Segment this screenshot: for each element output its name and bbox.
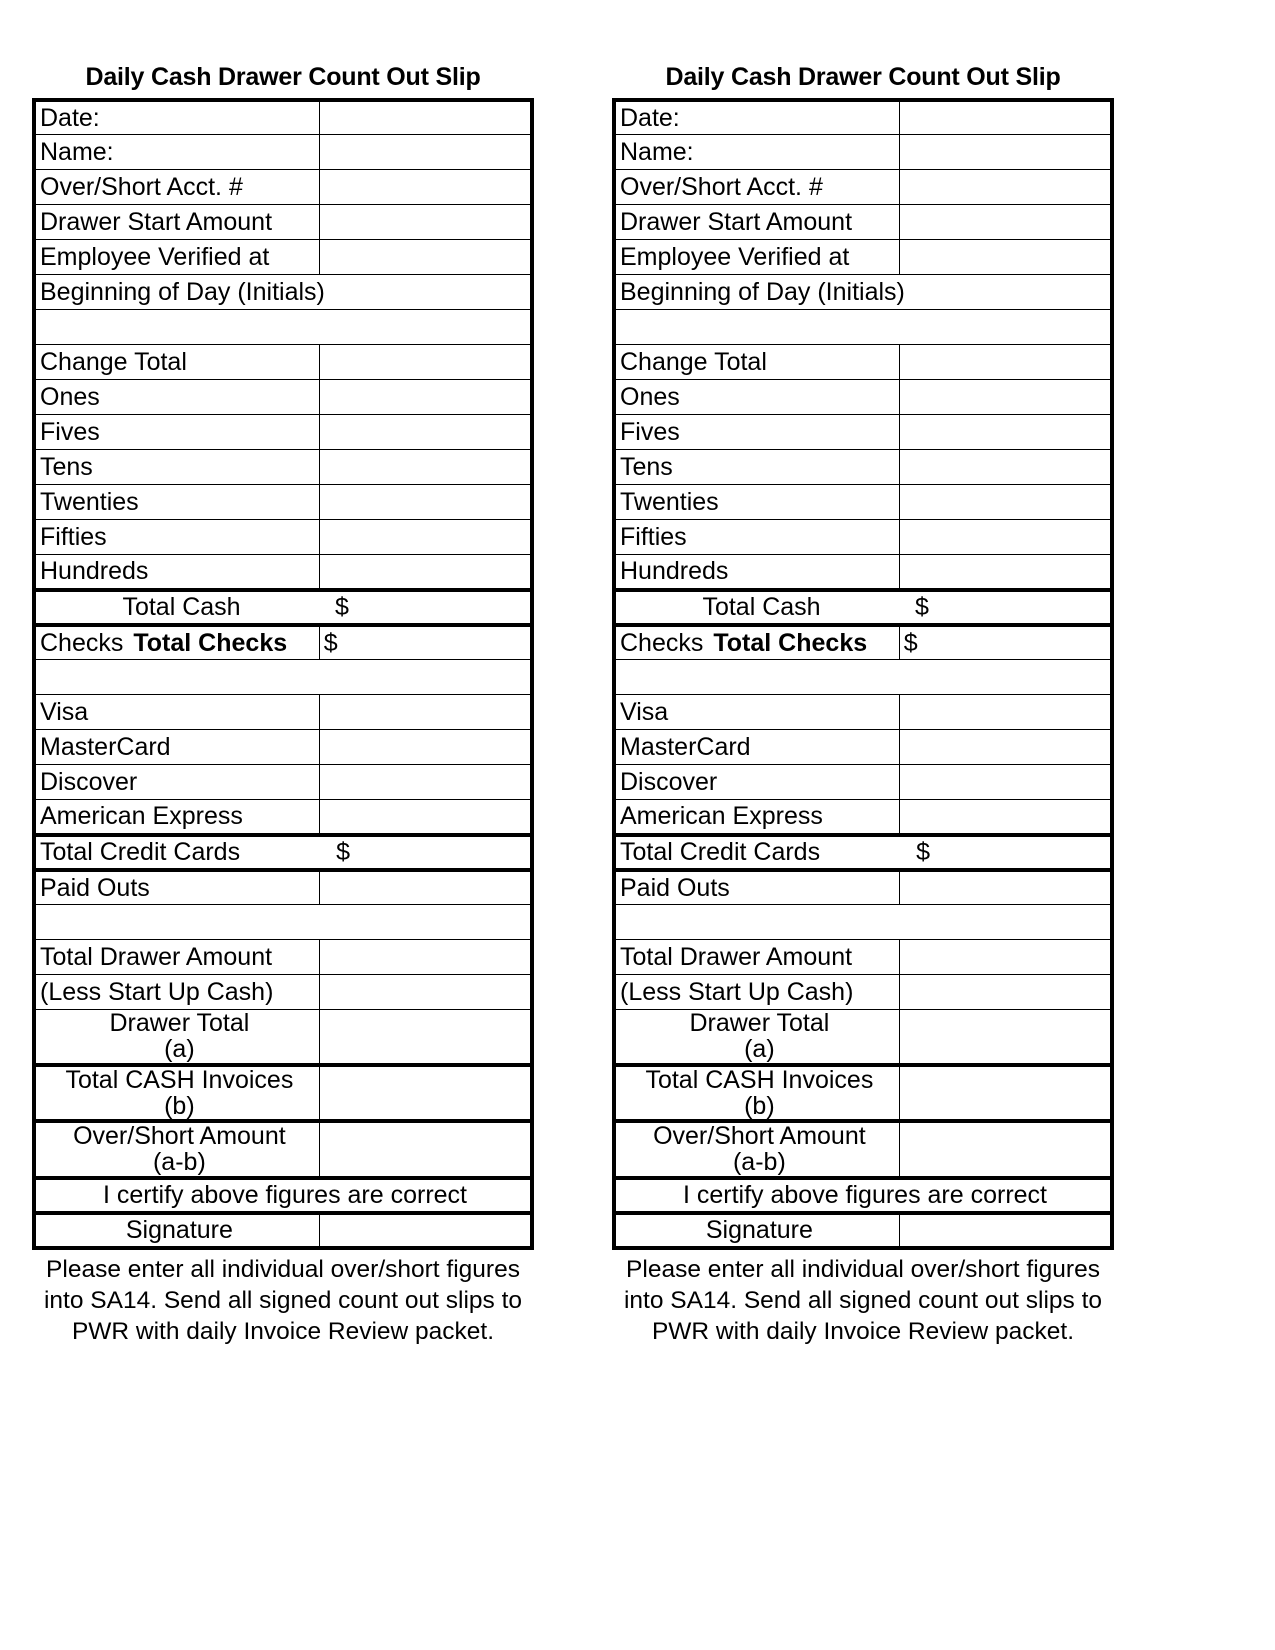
row-total-credit-cards[interactable] <box>614 835 1112 870</box>
total-credit-cards-currency: $ <box>916 837 930 866</box>
table-row <box>34 800 532 835</box>
row-input-over-short-acct[interactable] <box>899 170 1112 205</box>
table-row <box>614 1178 1112 1213</box>
row-label-tens: Tens <box>34 450 319 485</box>
row-label-mastercard: MasterCard <box>614 730 899 765</box>
drawer-total-label: Drawer Total <box>109 1009 250 1037</box>
row-input-fifties[interactable] <box>319 520 532 555</box>
table-row <box>614 415 1112 450</box>
table-row <box>614 100 1112 135</box>
spacer-row <box>614 310 1112 345</box>
row-input-employee-verified-at[interactable] <box>319 240 532 275</box>
total-cash-invoices-marker: (b) <box>164 1091 195 1120</box>
table-row <box>614 170 1112 205</box>
row-label-hundreds: Hundreds <box>34 555 319 590</box>
table-row <box>34 1213 532 1248</box>
row-label-drawer-total <box>614 1010 899 1065</box>
row-input-total-cash-invoices[interactable] <box>319 1065 532 1122</box>
table-row <box>614 590 1112 625</box>
spacer-band <box>614 905 1112 940</box>
signature-label: Signature <box>34 1213 319 1248</box>
signature-label: Signature <box>614 1213 899 1248</box>
row-label-over-short-acct: Over/Short Acct. # <box>34 170 319 205</box>
row-input-over-short-amount[interactable] <box>899 1121 1112 1178</box>
page-title: Daily Cash Drawer Count Out Slip <box>85 63 481 91</box>
table-row <box>614 800 1112 835</box>
row-input-discover[interactable] <box>319 765 532 800</box>
total-cash-invoices-marker: (b) <box>744 1091 775 1120</box>
table-row <box>34 625 532 660</box>
over-short-amount-marker: (a-b) <box>732 1148 786 1177</box>
row-input-drawer-start-amount[interactable] <box>899 205 1112 240</box>
row-label-ones: Ones <box>614 380 899 415</box>
row-label-ones: Ones <box>34 380 319 415</box>
table-row <box>614 870 1112 905</box>
row-label-drawer-start-amount: Drawer Start Amount <box>34 205 319 240</box>
spacer-row <box>614 905 1112 940</box>
footer-instructions: Please enter all individual over/short figures into SA14. Send all signed count out slips to PWR with daily Invoice Review packet. <box>623 1255 1103 1345</box>
row-input-fives[interactable] <box>319 415 532 450</box>
table-row <box>34 1121 532 1178</box>
certification-statement: I certify above figures are correct <box>34 1178 532 1213</box>
row-label-employee-verified-at: Employee Verified at <box>34 240 319 275</box>
row-label-drawer-total <box>34 1010 319 1065</box>
row-label-twenties: Twenties <box>614 485 899 520</box>
row-label-paid-outs: Paid Outs <box>34 870 319 905</box>
row-label-beginning-of-day-initials[interactable]: Beginning of Day (Initials) <box>34 275 532 310</box>
table-row <box>34 695 532 730</box>
spacer-band <box>34 310 532 345</box>
table-row <box>34 135 532 170</box>
row-label-american-express: American Express <box>614 800 899 835</box>
row-label-change-total: Change Total <box>614 345 899 380</box>
spacer-row <box>34 905 532 940</box>
row-input-total-cash-invoices[interactable] <box>899 1065 1112 1122</box>
table-row <box>34 1178 532 1213</box>
table-row <box>34 555 532 590</box>
table-row <box>614 205 1112 240</box>
page-title: Daily Cash Drawer Count Out Slip <box>665 63 1061 91</box>
total-credit-cards-currency: $ <box>336 837 350 866</box>
row-input-name[interactable] <box>319 135 532 170</box>
row-label-fives: Fives <box>34 415 319 450</box>
spacer-band <box>34 905 532 940</box>
row-label-american-express: American Express <box>34 800 319 835</box>
table-row <box>34 485 532 520</box>
table-row <box>34 450 532 485</box>
drawer-total-label: Drawer Total <box>689 1009 830 1037</box>
row-label-over-short-amount <box>34 1121 319 1178</box>
row-input-change-total[interactable] <box>899 345 1112 380</box>
slip-copy-left <box>32 64 534 1650</box>
row-input-visa[interactable] <box>319 695 532 730</box>
table-row <box>34 240 532 275</box>
row-input-change-total[interactable] <box>319 345 532 380</box>
table-row <box>614 275 1112 310</box>
row-input-employee-verified-at[interactable] <box>899 240 1112 275</box>
row-label-discover: Discover <box>34 765 319 800</box>
table-row <box>34 205 532 240</box>
table-row <box>614 1121 1112 1178</box>
table-row <box>614 975 1112 1010</box>
total-cash-label: Total Cash <box>122 592 241 621</box>
total-cash-currency: $ <box>335 592 349 621</box>
row-input-ones[interactable] <box>899 380 1112 415</box>
row-label-paid-outs: Paid Outs <box>614 870 899 905</box>
row-input-date[interactable] <box>319 100 532 135</box>
signature-field[interactable] <box>899 1213 1112 1248</box>
spacer-row <box>614 660 1112 695</box>
over-short-amount-label: Over/Short Amount <box>653 1122 866 1150</box>
row-total-credit-cards[interactable] <box>34 835 532 870</box>
row-label-tens: Tens <box>614 450 899 485</box>
total-cash-invoices-label: Total CASH Invoices <box>65 1065 294 1094</box>
row-input-twenties[interactable] <box>899 485 1112 520</box>
row-label-twenties: Twenties <box>34 485 319 520</box>
table-row <box>34 730 532 765</box>
table-row <box>34 975 532 1010</box>
row-label-total-checks <box>34 625 319 660</box>
table-row <box>614 940 1112 975</box>
table-row <box>614 1213 1112 1248</box>
table-row <box>34 835 532 870</box>
row-label-fives: Fives <box>614 415 899 450</box>
row-label-date: Date: <box>614 100 899 135</box>
row-label-total-drawer-amount: Total Drawer Amount <box>614 940 899 975</box>
row-input-hundreds[interactable] <box>319 555 532 590</box>
table-row <box>34 940 532 975</box>
row-label-less-start-up-cash: (Less Start Up Cash) <box>34 975 319 1010</box>
row-input-paid-outs[interactable] <box>319 870 532 905</box>
row-input-mastercard[interactable] <box>899 730 1112 765</box>
row-label-over-short-acct: Over/Short Acct. # <box>614 170 899 205</box>
row-label-discover: Discover <box>614 765 899 800</box>
row-total-cash[interactable] <box>614 590 1112 625</box>
total-cash-invoices-label: Total CASH Invoices <box>645 1065 874 1094</box>
row-label-beginning-of-day-initials[interactable]: Beginning of Day (Initials) <box>614 275 1112 310</box>
row-label-visa: Visa <box>614 695 899 730</box>
row-label-total-checks <box>614 625 899 660</box>
row-label-drawer-start-amount: Drawer Start Amount <box>614 205 899 240</box>
row-label-date: Date: <box>34 100 319 135</box>
table-row <box>34 1065 532 1122</box>
row-label-total-cash-invoices <box>614 1065 899 1122</box>
table-row <box>614 765 1112 800</box>
count-out-table <box>612 98 1114 1250</box>
row-input-less-start-up-cash[interactable] <box>899 975 1112 1010</box>
table-row <box>614 730 1112 765</box>
table-row <box>614 135 1112 170</box>
spacer-row <box>34 660 532 695</box>
row-input-over-short-amount[interactable] <box>319 1121 532 1178</box>
table-row <box>614 345 1112 380</box>
row-input-total-checks[interactable]: $ <box>319 625 532 660</box>
row-input-hundreds[interactable] <box>899 555 1112 590</box>
table-row <box>614 835 1112 870</box>
table-row <box>34 870 532 905</box>
table-row <box>614 695 1112 730</box>
over-short-amount-marker: (a-b) <box>152 1148 206 1177</box>
row-input-american-express[interactable] <box>319 800 532 835</box>
total-credit-cards-label: Total Credit Cards <box>620 837 821 866</box>
row-input-twenties[interactable] <box>319 485 532 520</box>
row-input-paid-outs[interactable] <box>899 870 1112 905</box>
checks-prefix-label: Checks <box>620 628 704 657</box>
row-label-employee-verified-at: Employee Verified at <box>614 240 899 275</box>
row-label-change-total: Change Total <box>34 345 319 380</box>
table-row <box>614 485 1112 520</box>
row-input-over-short-acct[interactable] <box>319 170 532 205</box>
row-input-less-start-up-cash[interactable] <box>319 975 532 1010</box>
table-row <box>614 380 1112 415</box>
table-row <box>614 520 1112 555</box>
row-input-drawer-start-amount[interactable] <box>319 205 532 240</box>
row-total-cash[interactable] <box>34 590 532 625</box>
drawer-total-marker: (a) <box>744 1035 775 1064</box>
row-input-tens[interactable] <box>899 450 1112 485</box>
row-input-fives[interactable] <box>899 415 1112 450</box>
table-row <box>34 590 532 625</box>
row-input-date[interactable] <box>899 100 1112 135</box>
row-input-drawer-total[interactable] <box>319 1010 532 1065</box>
row-input-discover[interactable] <box>899 765 1112 800</box>
row-label-over-short-amount <box>614 1121 899 1178</box>
total-cash-label: Total Cash <box>702 592 821 621</box>
row-input-total-drawer-amount[interactable] <box>319 940 532 975</box>
table-row <box>34 1010 532 1065</box>
table-row <box>34 100 532 135</box>
total-checks-label: Total Checks <box>133 628 288 657</box>
row-input-total-drawer-amount[interactable] <box>899 940 1112 975</box>
row-input-american-express[interactable] <box>899 800 1112 835</box>
row-label-fifties: Fifties <box>614 520 899 555</box>
table-row <box>34 275 532 310</box>
spacer-row <box>34 310 532 345</box>
over-short-amount-label: Over/Short Amount <box>73 1122 286 1150</box>
total-checks-label: Total Checks <box>713 628 868 657</box>
signature-field[interactable] <box>319 1213 532 1248</box>
footer-instructions: Please enter all individual over/short figures into SA14. Send all signed count out slips to PWR with daily Invoice Review packet. <box>43 1255 523 1345</box>
row-label-fifties: Fifties <box>34 520 319 555</box>
row-label-visa: Visa <box>34 695 319 730</box>
table-row <box>614 555 1112 590</box>
row-label-name: Name: <box>34 135 319 170</box>
table-row <box>614 1010 1112 1065</box>
spacer-band <box>34 660 532 695</box>
row-input-ones[interactable] <box>319 380 532 415</box>
row-label-total-cash-invoices <box>34 1065 319 1122</box>
table-row <box>34 345 532 380</box>
row-input-name[interactable] <box>899 135 1112 170</box>
drawer-total-marker: (a) <box>164 1035 195 1064</box>
table-row <box>614 240 1112 275</box>
table-row <box>34 170 532 205</box>
table-row <box>614 1065 1112 1122</box>
total-cash-currency: $ <box>915 592 929 621</box>
row-input-total-checks[interactable]: $ <box>899 625 1112 660</box>
row-input-mastercard[interactable] <box>319 730 532 765</box>
total-credit-cards-label: Total Credit Cards <box>40 837 241 866</box>
row-label-name: Name: <box>614 135 899 170</box>
row-label-mastercard: MasterCard <box>34 730 319 765</box>
table-row <box>34 415 532 450</box>
row-input-tens[interactable] <box>319 450 532 485</box>
spacer-band <box>614 660 1112 695</box>
row-input-visa[interactable] <box>899 695 1112 730</box>
table-row <box>614 625 1112 660</box>
row-input-fifties[interactable] <box>899 520 1112 555</box>
row-input-drawer-total[interactable] <box>899 1010 1112 1065</box>
row-label-less-start-up-cash: (Less Start Up Cash) <box>614 975 899 1010</box>
row-label-hundreds: Hundreds <box>614 555 899 590</box>
certification-statement: I certify above figures are correct <box>614 1178 1112 1213</box>
table-row <box>34 765 532 800</box>
row-label-total-drawer-amount: Total Drawer Amount <box>34 940 319 975</box>
table-row <box>34 380 532 415</box>
table-row <box>614 450 1112 485</box>
count-out-table <box>32 98 534 1250</box>
table-row <box>34 520 532 555</box>
checks-prefix-label: Checks <box>40 628 124 657</box>
slip-copy-right <box>612 64 1114 1650</box>
spacer-band <box>614 310 1112 345</box>
